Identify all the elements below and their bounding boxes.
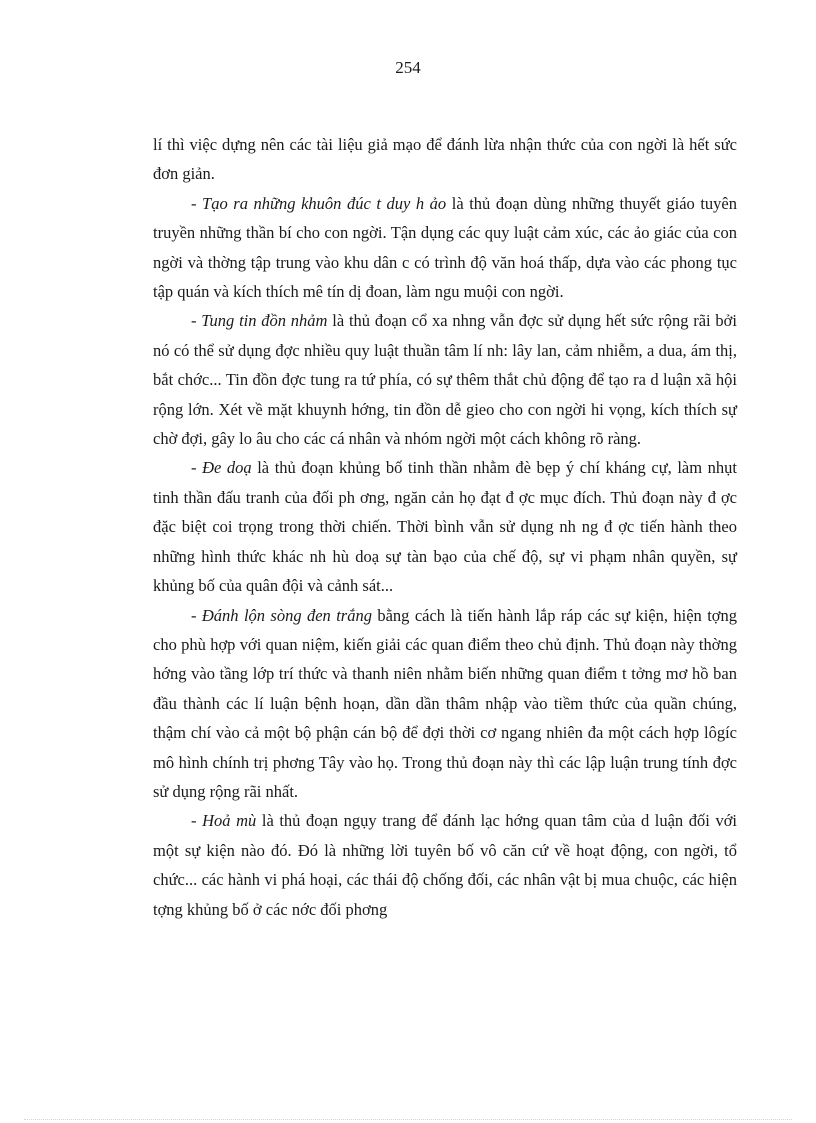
paragraph-text: là thủ đoạn ngụy trang để đánh lạc hớng quan tâm của d luận đối với một sự kiện nào đó. Đó là những lời tuyên bố vô căn cứ về hoạt động, con ngời, tổ chức... các hành vi phá hoại, các thái độ chống đối, các nhân vật bị mua chuộc, các hiện tợng khủng bố ở các nớc đối phơng xyxy=(153,811,738,919)
paragraph-term: - Tạo ra những khuôn đúc t duy h ảo xyxy=(191,193,447,213)
paragraph-text: là thủ đoạn cổ xa nhng vẫn đợc sử dụng hết sức rộng rãi bởi nó có thể sử dụng đợc nhiều quy luật thuần tâm lí nh: lây lan, cảm nhiễm, a dua, ám thị, bắt chớc... Tin đồn đợc tung ra tứ phía, có sự thêm thắt chủ động để tạo ra d luận xã hội rộng lớn. Xét về mặt khuynh hớng, tin đồn dễ gieo cho con ngời hi vọng, kích thích sự chờ đợi, gây lo âu cho các cá nhân và nhóm ngời một cách không rõ ràng. xyxy=(153,311,737,449)
paragraph-term: - Đánh lộn sòng đen trắng xyxy=(191,605,372,625)
page-bottom-divider xyxy=(24,1119,792,1120)
body-text xyxy=(153,130,737,924)
paragraph-term: - Hoả mù xyxy=(191,811,257,831)
paragraph xyxy=(153,601,737,807)
paragraph-text: là thủ đoạn khủng bố tinh thần nhằm đè bẹp ý chí kháng cự, làm nhụt tinh thần đấu tranh của đối ph ơng, ngăn cản họ đạt đ ợc mục đích. Thủ đoạn này đ ợc đặc biệt coi trọng trong thời chiến. Thời bình vẫn sử dụng nh ng đ ợc tiến hành theo những hình thức khác nh hù doạ sự tàn bạo của chế độ, sự vi phạm nhân quyền, sự khủng bố của quân đội và cảnh sát... xyxy=(153,458,737,596)
paragraph-text: là thủ đoạn dùng những thuyết giáo tuyên truyền những thần bí cho con ngời. Tận dụng các quy luật cảm xúc, các ảo giác của con ngời và thờng tập trung vào khu dân c có trình độ văn hoá thấp, dựa vào các phong tục tập quán và kích thích mê tín dị đoan, làm ngu muội con ngời. xyxy=(153,193,737,302)
page-number: 254 xyxy=(395,58,421,77)
paragraph xyxy=(153,189,737,307)
paragraph xyxy=(153,306,737,453)
paragraph xyxy=(153,130,737,189)
paragraph-term: - Đe doạ xyxy=(191,458,252,478)
paragraph xyxy=(153,806,737,924)
paragraph-term: - Tung tin đồn nhảm xyxy=(191,311,328,331)
paragraph-text: bằng cách là tiến hành lắp ráp các sự kiện, hiện tợng cho phù hợp với quan niệm, kiến giải các quan điểm theo chủ định. Thủ đoạn này thờng hớng vào tầng lớp trí thức và thanh niên nhằm biến những quan điểm t tởng mơ hồ ban đầu thành các lí luận bệnh hoạn, dần dần thâm nhập vào tiềm thức của quần chúng, thậm chí vào cả một bộ phận cán bộ để đợi thời cơ ngang nhiên đa một cách hợp lôgíc mô hình chính trị phơng Tây vào họ. Trong thủ đoạn này thì các lập luận trung tính đợc sử dụng rộng rãi nhất. xyxy=(153,605,738,801)
paragraph-text: lí thì việc dựng nên các tài liệu giả mạo để đánh lừa nhận thức của con ngời là hết sức đơn giản. xyxy=(153,135,737,184)
paragraph xyxy=(153,453,737,600)
